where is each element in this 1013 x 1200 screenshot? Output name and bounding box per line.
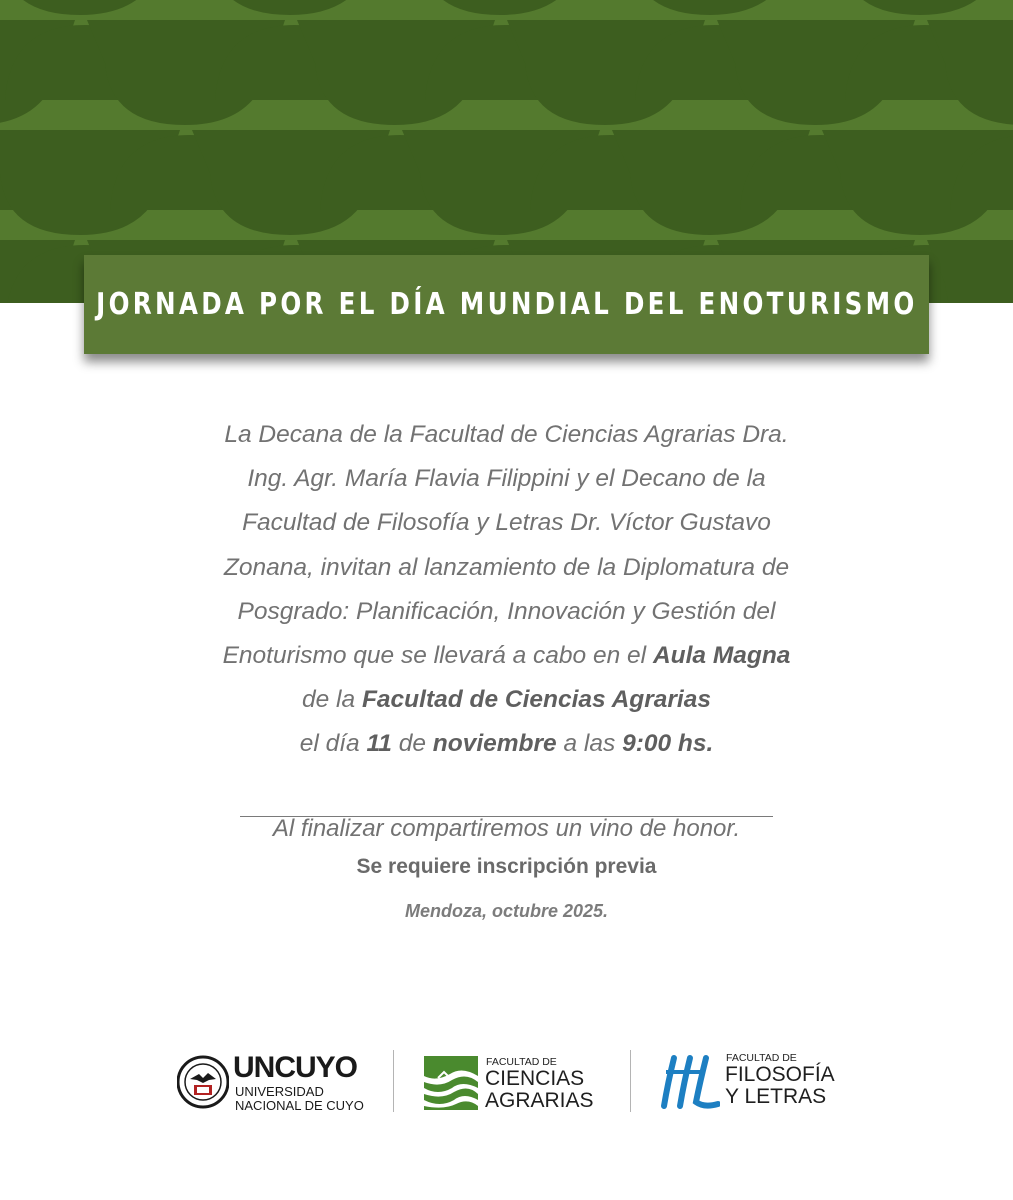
invitation-text-segment: Enoturismo que se llevará a cabo en el bbox=[222, 642, 647, 670]
ffl-monogram-icon bbox=[660, 1052, 720, 1112]
fca-name: CIENCIAS bbox=[485, 1067, 585, 1090]
invitation-line: Posgrado: Planificación, Innovación y Gestión del bbox=[237, 597, 776, 625]
event-time: 9:00 hs. bbox=[622, 730, 714, 758]
uncuyo-name: UNCUYO bbox=[233, 1051, 358, 1084]
event-day: 11 bbox=[366, 730, 392, 758]
ffl-name: FILOSOFÍA bbox=[725, 1063, 835, 1086]
logo-separator bbox=[393, 1050, 394, 1112]
fca-name: AGRARIAS bbox=[485, 1089, 594, 1112]
agrarian-fields-icon bbox=[422, 1054, 480, 1112]
ffl-name: Y LETRAS bbox=[725, 1085, 827, 1108]
uncuyo-logo bbox=[177, 1049, 372, 1115]
closing-note: Al finalizar compartiremos un vino de honor. bbox=[272, 815, 741, 842]
ffl-logo bbox=[660, 1052, 850, 1114]
place-date: Mendoza, octubre 2025. bbox=[404, 901, 609, 921]
invitation-line bbox=[150, 722, 863, 766]
fca-prefix: FACULTAD DE bbox=[486, 1056, 557, 1068]
invitation-line bbox=[150, 678, 863, 722]
invitation-line: Zonana, invitan al lanzamiento de la Diplomatura de bbox=[223, 553, 790, 581]
event-month: noviembre bbox=[432, 730, 557, 758]
invitation-text-segment: a las bbox=[563, 730, 616, 758]
invitation-line bbox=[150, 634, 863, 678]
logo-strip bbox=[0, 1040, 1013, 1120]
event-title: JORNADA POR EL DÍA MUNDIAL DEL ENOTURISMO bbox=[95, 287, 918, 322]
invitation-text bbox=[150, 413, 863, 767]
title-banner bbox=[84, 255, 929, 354]
uncuyo-subtitle: UNIVERSIDAD bbox=[235, 1084, 324, 1099]
registration-requirement: Se requiere inscripción previa bbox=[356, 855, 657, 878]
university-seal-icon bbox=[177, 1049, 229, 1115]
uncuyo-subtitle: NACIONAL DE CUYO bbox=[235, 1098, 364, 1113]
fca-logo bbox=[422, 1054, 612, 1114]
invitation-text-segment: el día bbox=[299, 730, 360, 758]
logo-separator bbox=[630, 1050, 631, 1112]
invitation-line: Ing. Agr. María Flavia Filippini y el Decano de la bbox=[247, 465, 766, 493]
venue: Aula Magna bbox=[652, 642, 791, 670]
ffl-prefix: FACULTAD DE bbox=[726, 1052, 797, 1064]
host-faculty: Facultad de Ciencias Agrarias bbox=[361, 686, 711, 714]
invitation-text-segment: de la bbox=[302, 686, 356, 714]
invitation-text-segment: de bbox=[398, 730, 426, 758]
invitation-line: Facultad de Filosofía y Letras Dr. Víctor Gustavo bbox=[242, 509, 771, 537]
invitation-line: La Decana de la Facultad de Ciencias Agrarias Dra. bbox=[224, 421, 789, 448]
